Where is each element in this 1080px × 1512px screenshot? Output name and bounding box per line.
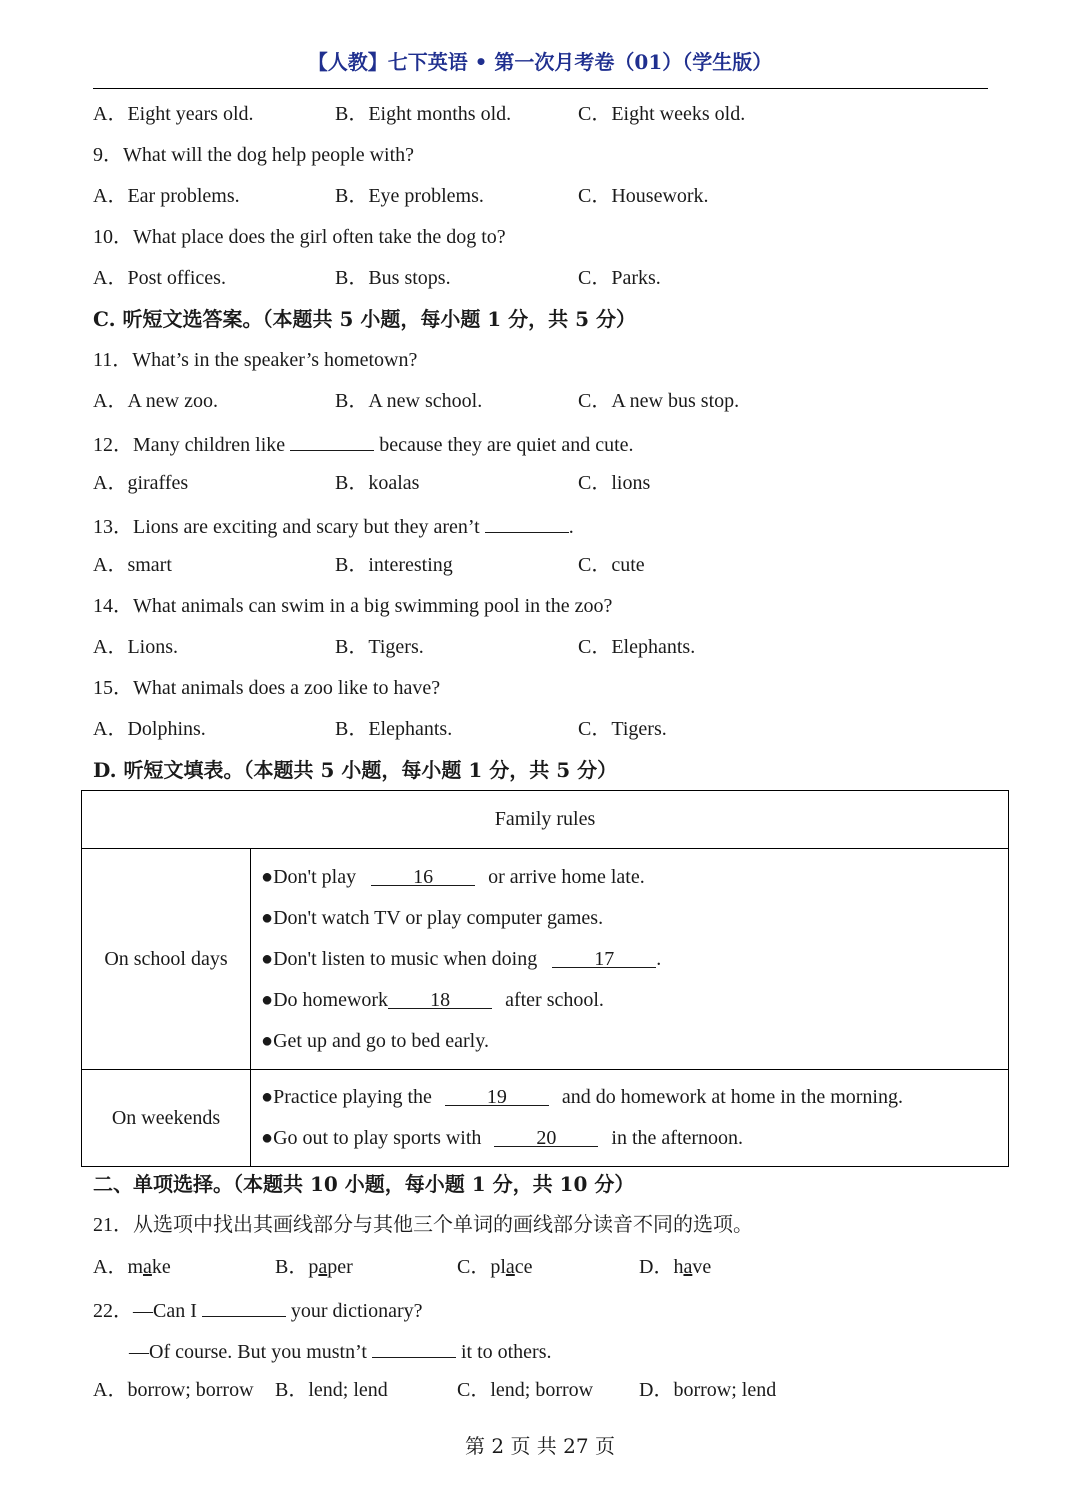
q21-option-d bbox=[639, 1255, 711, 1279]
q21-a-underlined: a bbox=[143, 1256, 152, 1278]
q12-blank bbox=[290, 430, 374, 451]
rule-19 bbox=[261, 1077, 1008, 1118]
section-2-title: 二、单项选择。（本题共 10 小题，每小题 1 分，共 10 分） bbox=[93, 1172, 635, 1196]
rule-16-post: or arrive home late. bbox=[488, 865, 645, 888]
school-days-label: On school days bbox=[82, 849, 251, 1070]
q12-option-a: A．giraffes bbox=[93, 472, 189, 494]
q21-a-label: A． bbox=[93, 1256, 128, 1278]
q10-option-a: A．Post offices. bbox=[93, 267, 226, 289]
q21-d-underlined: a bbox=[683, 1256, 693, 1278]
q21-c-underlined: a bbox=[505, 1256, 515, 1278]
q12-pre: 12．Many children like bbox=[93, 434, 286, 456]
q11-text: 11．What’s in the speaker’s hometown? bbox=[93, 349, 418, 371]
q9-option-b: B．Eye problems. bbox=[335, 185, 484, 207]
rule-18 bbox=[261, 980, 1008, 1021]
rule-18-post: after school. bbox=[505, 988, 604, 1011]
rule-19-pre: ●Practice playing the bbox=[261, 1086, 432, 1108]
rule-20 bbox=[261, 1118, 1008, 1159]
q12-option-b: B．koalas bbox=[335, 472, 420, 494]
q21-d-pre: h bbox=[673, 1256, 684, 1278]
family-rules-table bbox=[81, 790, 1009, 1167]
rule-20-post: in the afternoon. bbox=[611, 1127, 744, 1149]
weekends-rules bbox=[251, 1070, 1009, 1167]
rule-17-pre: ●Don't listen to music when doing bbox=[261, 947, 538, 970]
table-row bbox=[82, 1070, 1009, 1167]
q21-d-post: ve bbox=[692, 1256, 712, 1278]
rule-17-post: . bbox=[656, 947, 662, 970]
rule-16-pre: ●Don't play bbox=[261, 865, 357, 888]
q22-option-d: D．borrow; lend bbox=[639, 1379, 777, 1401]
blank-19: 19 bbox=[445, 1085, 549, 1106]
q22-line2 bbox=[129, 1337, 552, 1364]
rule-bedtime: ●Get up and go to bed early. bbox=[261, 1029, 489, 1052]
q13-text bbox=[93, 512, 574, 539]
q21-d-label: D． bbox=[639, 1256, 674, 1278]
rule-18-pre: ●Do homework bbox=[261, 988, 389, 1011]
q9-text: 9．What will the dog help people with? bbox=[93, 144, 415, 166]
table-row bbox=[82, 849, 1009, 1070]
rule-tv: ●Don't watch TV or play computer games. bbox=[261, 906, 604, 929]
q8-option-b: B．Eight months old. bbox=[335, 103, 512, 125]
q21-option-b bbox=[275, 1255, 353, 1279]
q21-b-post: per bbox=[327, 1256, 353, 1278]
q12-option-c: C．lions bbox=[578, 472, 651, 494]
q22-line2-pre: —Of course. But you mustn’t bbox=[129, 1341, 367, 1363]
blank-17: 17 bbox=[552, 947, 656, 968]
q22-line1-post: your dictionary? bbox=[290, 1300, 423, 1322]
rule-16 bbox=[261, 857, 1008, 898]
q10-option-b: B．Bus stops. bbox=[335, 267, 451, 289]
q13-post: . bbox=[568, 516, 574, 538]
q14-option-a: A．Lions. bbox=[93, 636, 178, 658]
section-c-title: C. 听短文选答案。（本题共 5 小题，每小题 1 分，共 5 分） bbox=[93, 307, 637, 331]
q13-option-c: C．cute bbox=[578, 554, 645, 576]
q21-b-underlined: a bbox=[318, 1256, 328, 1278]
rule-20-pre: ●Go out to play sports with bbox=[261, 1127, 482, 1149]
q21-c-pre: pl bbox=[490, 1256, 506, 1278]
q22-option-c: C．lend; borrow bbox=[457, 1379, 594, 1401]
q21-a-pre: m bbox=[127, 1256, 144, 1278]
q8-option-c: C．Eight weeks old. bbox=[578, 103, 746, 125]
q13-pre: 13．Lions are exciting and scary but they aren’t bbox=[93, 516, 480, 538]
q22-line2-post: it to others. bbox=[460, 1341, 552, 1363]
q22-line1 bbox=[93, 1296, 423, 1323]
q21-c-post: ce bbox=[514, 1256, 533, 1278]
blank-20: 20 bbox=[494, 1126, 598, 1147]
page-number: 第 2 页 共 27 页 bbox=[465, 1434, 615, 1458]
q11-option-c: C．A new bus stop. bbox=[578, 390, 740, 412]
q21-b-label: B． bbox=[275, 1256, 309, 1278]
q11-option-b: B．A new school. bbox=[335, 390, 483, 412]
q22-option-b: B．lend; lend bbox=[275, 1379, 388, 1401]
q15-text: 15．What animals does a zoo like to have? bbox=[93, 677, 441, 699]
q22-line1-pre: 22．—Can I bbox=[93, 1300, 197, 1322]
q15-option-a: A．Dolphins. bbox=[93, 718, 206, 740]
q22-blank-2 bbox=[372, 1337, 456, 1358]
school-days-rules bbox=[251, 849, 1009, 1070]
q10-option-c: C．Parks. bbox=[578, 267, 661, 289]
q11-option-a: A．A new zoo. bbox=[93, 390, 218, 412]
q21-b-pre: p bbox=[308, 1256, 319, 1278]
q14-option-b: B．Tigers. bbox=[335, 636, 424, 658]
rule-17 bbox=[261, 939, 1008, 980]
weekends-label: On weekends bbox=[82, 1070, 251, 1167]
q21-a-post: ke bbox=[151, 1256, 171, 1278]
q14-option-c: C．Elephants. bbox=[578, 636, 696, 658]
q12-post: because they are quiet and cute. bbox=[379, 434, 634, 456]
page-header: 【人教】七下英语 • 第一次月考卷（01）（学生版） bbox=[307, 50, 773, 74]
q8-option-a: A．Eight years old. bbox=[93, 103, 254, 125]
table-title: Family rules bbox=[82, 791, 1009, 849]
q22-blank-1 bbox=[202, 1296, 286, 1317]
q21-option-c bbox=[457, 1255, 533, 1279]
q15-option-b: B．Elephants. bbox=[335, 718, 453, 740]
q9-option-c: C．Housework. bbox=[578, 185, 709, 207]
q15-option-c: C．Tigers. bbox=[578, 718, 667, 740]
blank-18: 18 bbox=[388, 988, 492, 1009]
q13-option-a: A．smart bbox=[93, 554, 172, 576]
q12-text bbox=[93, 430, 634, 457]
q21-option-a bbox=[93, 1255, 171, 1279]
q22-option-a: A．borrow; borrow bbox=[93, 1379, 254, 1401]
q10-text: 10．What place does the girl often take the dog to? bbox=[93, 226, 506, 248]
q21-c-label: C． bbox=[457, 1256, 491, 1278]
section-d-title: D. 听短文填表。（本题共 5 小题，每小题 1 分，共 5 分） bbox=[93, 758, 618, 782]
header-rule bbox=[93, 88, 988, 89]
blank-16: 16 bbox=[371, 865, 475, 886]
q14-text: 14．What animals can swim in a big swimming pool in the zoo? bbox=[93, 595, 613, 617]
table-header-row bbox=[82, 791, 1009, 849]
q13-option-b: B．interesting bbox=[335, 554, 453, 576]
q13-blank bbox=[485, 512, 569, 533]
q21-text: 21．从选项中找出其画线部分与其他三个单词的画线部分读音不同的选项。 bbox=[93, 1214, 753, 1236]
rule-19-post: and do homework at home in the morning. bbox=[561, 1086, 903, 1108]
q9-option-a: A．Ear problems. bbox=[93, 185, 240, 207]
